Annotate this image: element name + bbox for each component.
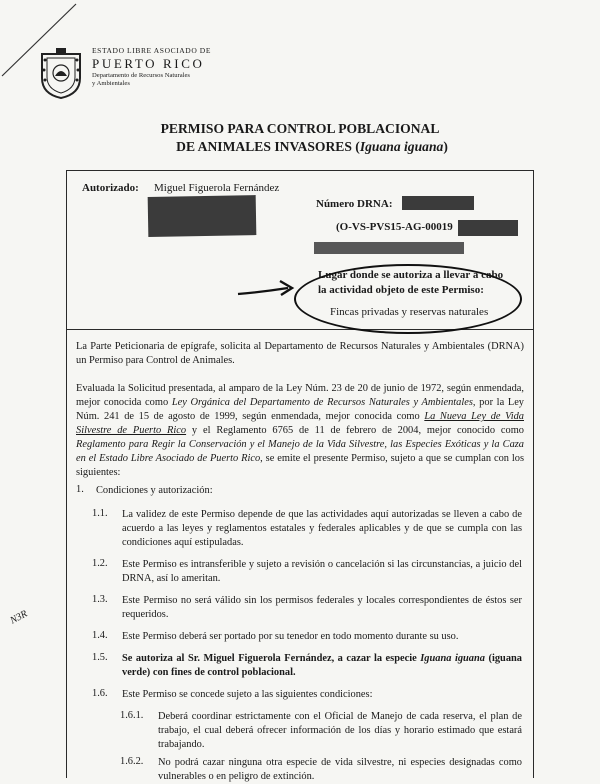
title-line2-prefix: DE ANIMALES INVASORES ( [176, 139, 360, 154]
agency-line4: y Ambientales [92, 80, 130, 87]
drna-number-label: Número DRNA: [316, 198, 393, 210]
section-number: 1. [76, 484, 84, 495]
item-number: 1.4. [92, 630, 108, 641]
redacted-permit-suffix [458, 220, 518, 236]
redacted-drna-number [402, 196, 474, 210]
item-text-authorization [122, 652, 522, 680]
title-line2 [12, 138, 600, 156]
document-title [0, 120, 600, 156]
p2-law-name: Ley Orgánica del Departamento de Recursos Naturales y Ambientales [171, 397, 473, 408]
agency-line2: PUERTO RICO [92, 56, 205, 71]
authorized-name: Miguel Figuerola Fernández [154, 182, 280, 194]
p2-c: , por la Ley Núm. 241 de 15 de agosto de 1999, según enmendada, mejor conocida como [76, 397, 524, 422]
margin-handwritten-note: N3R [8, 608, 30, 627]
item-number: 1.2. [92, 558, 108, 569]
subitem-text: Deberá coordinar estrictamente con el Oficial de Manejo de cada reserva, el plan de trabajo, el cual deberá ofrecer información de los días y horario estimado que estará trabajando. [158, 711, 522, 750]
item-text: Este Permiso no será válido sin los permisos federales y locales correspondientes de éstos ser requeridos. [122, 595, 522, 620]
place-label-line1: Lugar donde se autoriza a llevar a cabo [318, 269, 504, 281]
item-text: Este Permiso deberá ser portado por su tenedor en todo momento durante su uso. [122, 631, 459, 642]
agency-line1: ESTADO LIBRE ASOCIADO DE [92, 46, 212, 55]
item-number: 1.5. [92, 652, 108, 663]
subitem-number: 1.6.2. [120, 756, 144, 767]
agency-line3: Departamento de Recursos Naturales [92, 72, 190, 79]
paragraph-legal-basis [76, 382, 524, 480]
redacted-address [148, 195, 257, 237]
subitem-text: No podrá cazar ninguna otra especie de vida silvestre, ni especies designadas como vulnerables o en peligro de extinción. [158, 757, 522, 782]
item5-a: Se autoriza al Sr. Miguel Figuerola Fernández, a cazar la especie [122, 653, 421, 664]
item-number: 1.1. [92, 508, 108, 519]
p2-g: , se emite el presente Permiso, sujeto a que se cumplan con los siguientes: [76, 453, 524, 478]
paragraph-request: La Parte Peticionaria de epígrafe, solicita al Departamento de Recursos Naturales y Ambientales (DRNA) un Permiso para Control de Animales. [76, 341, 524, 366]
place-value: Fincas privadas y reservas naturales [330, 306, 489, 318]
item5-c: (iguana verde) con fines de control poblacional. [122, 653, 522, 678]
hand-drawn-circle [294, 264, 522, 334]
item-text: Este Permiso es intransferible y sujeto a revisión o cancelación si las circunstancias, a juicio del DRNA, así lo ameritan. [122, 559, 522, 584]
title-species: Iguana iguana [359, 139, 444, 154]
item-text: La validez de este Permiso depende de que las actividades aquí autorizadas se lleven a cabo de acuerdo a las leyes y reglamentos estatales y federales aplicables y de que se cumpla con las condiciones aquí estipuladas. [122, 509, 522, 548]
hand-drawn-arrow-icon [236, 278, 296, 304]
coat-of-arms-seal-icon [36, 46, 86, 100]
item-number: 1.3. [92, 594, 108, 605]
p2-e: y el Reglamento 6765 de 11 de febrero de 2004, mejor conocido como [186, 425, 524, 436]
item-text: Este Permiso se concede sujeto a las siguientes condiciones: [122, 689, 373, 700]
place-label-line2: la actividad objeto de este Permiso: [318, 284, 484, 296]
p2-a: Evaluada la Solicitud presentada, al amparo de la Ley Núm. 23 de 20 de junio de 1972, según enmendada, mejor conocida como [76, 383, 524, 408]
subitem-number: 1.6.1. [120, 710, 144, 721]
agency-name [92, 46, 262, 88]
p2-regulation: Reglamento para Regir la Conservación y el Manejo de la Vida Silvestre, las Especies Exóticas y la Caza en el Estado Libre Asociado de Puerto Rico [76, 439, 524, 464]
p2-wildlife-law: La Nueva Ley de Vida Silvestre de Puerto Rico [76, 411, 524, 436]
authorized-label: Autorizado: [82, 182, 139, 194]
section-title: Condiciones y autorización: [96, 485, 213, 496]
permit-code: (O-VS-PVS15-AG-00019 [336, 221, 453, 233]
title-line1: PERMISO PARA CONTROL POBLACIONAL [160, 121, 440, 136]
title-line2-suffix: ) [443, 139, 448, 154]
item5-species: Iguana iguana [420, 653, 485, 664]
redacted-dates [314, 242, 464, 254]
item-number: 1.6. [92, 688, 108, 699]
